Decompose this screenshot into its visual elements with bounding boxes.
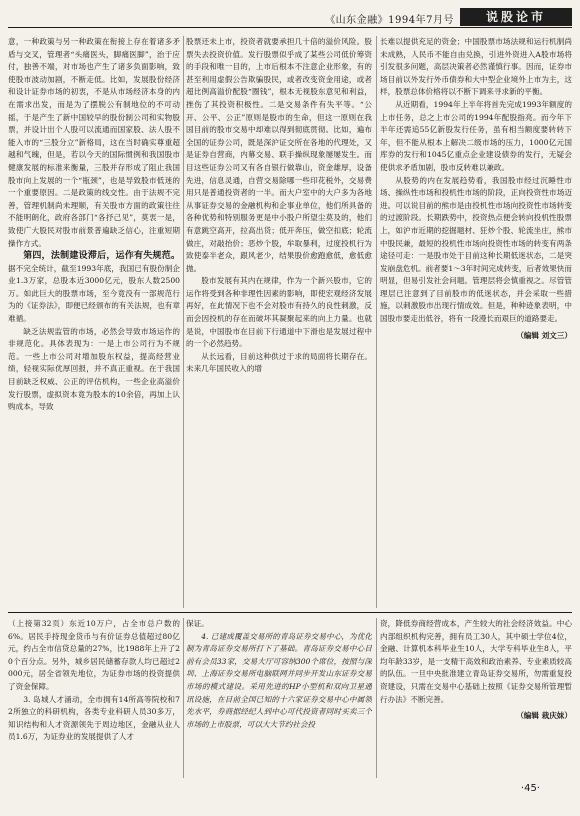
paragraph: 从近期看，1994年上半年将首先完成1993年额度的上市任务，总之上市公司的1994年配股指亮。而今年下半年还需追55亿新股发行任务，虽有相当额度要转转下年，但不能从根本上解决二级市场的压力，1000亿元国库券的发行和1045亿重点企业建设债券的发行，无疑会使供求矛盾加剧，股市反转难以兼政。 bbox=[380, 99, 572, 172]
paragraph-text: 据不完全统计，截至1993年底，我国已有股份制企业1.3万家，总股本近3000亿元，股东人数2500万。如此巨大的股票市场，至今竟没有一部规范行为的《证券法》，即便已经颁布的有关法规，也有章难循。 bbox=[8, 263, 180, 324]
column-rule bbox=[376, 618, 377, 778]
lower-column-3 bbox=[380, 618, 572, 778]
paragraph: 股市发展有其内在规律，作为一个新兴股市，它的运作将受到各种非理性因素的影响，即使宏观经济发展再好，在此情况下也不会对股市有持久的良性刺激，反而会因投机的存在而破坏其凝聚起来的向上力量。也就是说，中国股市在目前下行通道中下滑也是发展过程中的一个必然趋势。 bbox=[186, 276, 372, 349]
column-rule bbox=[376, 36, 377, 608]
editor-byline: （编辑 栽庆妹） bbox=[516, 711, 572, 721]
paragraph: 从股势的内在发展趋势看，我国股市经过沉睡性市场、操纵性市场和投机性市场的阶段，正向投资性市场迈进。可以说目前的熊市是由投机性市场向投资性市场转变的过渡阶段。长期跌势中，投资热点便会转向投机性股票上，如沪市近期的挖掘题材、狂炒个股、轮流坐庄，熊市中股民兼，最短的投机性市场向投资性市场的转变有两条途径可走：一是股市处于目前这种长期低迷状态，二是突发崩盘危机。前者要1～3年时间完成转变，后者效果快而明显，但易引发社会问题。管理层将会慎重视之。尽管管理层已注意到了目前股市的低迷状态，并会采取一些措施，以刺激股市出现行情成效。但是，种种迹象表明，中国股市要走出低谷，将有一段漫长而艰巨的道路要走。 bbox=[380, 175, 572, 324]
paragraph: 4. 已建成覆盖交易所的青岛证券交易中心，为优化制为青岛证券交易所打下了基础。青岛证券交易中心目前有会员33家，交易大厅可容纳300个席位，按照与深圳、上海证券交易所电脑联网并同步开发山东证券交易市场的模式建设。采用先进的HP小型机和双向卫星通讯设施，在目前全国已知的十六家证券交易中心中属领先水平，券商据经纪人到中心可代投资者同时买卖三个市场的上市股票，可以大大节约社会投 bbox=[186, 631, 372, 729]
paragraph: （上接第32页）东近10万户，占全市总户数的6%。居民手持现金货币与有价证券总值超过80亿元，约占全市信贷总量的27%，比1988年上升了20个百分点。另外，城乡居民储蓄存款人均已超过2000元，居全省领先地位，为证券市场的投资提供了资金保障。 bbox=[8, 619, 180, 691]
column-rule bbox=[183, 618, 184, 778]
upper-column-3 bbox=[380, 36, 572, 608]
lower-column-2 bbox=[186, 618, 372, 778]
paragraph: 资，降低券商经营成本，产生较大的社会经济效益。中心内部组织机构完善，拥有员工30人，其中硕士学位4位，金融、计算机本科毕业生10人，大学专科毕业生8人，平均年龄33岁，是一支精干高效和政治素养、专业素质较高的队伍。一旦中央批准建立青岛证券交易所，勿需重复投资建设，只需在交易中心基础上按照《证券交易所管理暂行办法》不断完善。 bbox=[380, 619, 572, 704]
journal-title: 《山东金融》1994年7月号 bbox=[325, 15, 454, 26]
header-rule bbox=[8, 27, 572, 28]
upper-column-1 bbox=[8, 36, 180, 608]
paragraph: 意，一种政策与另一种政策在衔接上存在着诸多矛盾与交叉，管理者“头痛医头，脚痛医脚”，治于应付，独善不端，对市场也产生了诸多负面影响，致使股市波动加剧，不断走低。比如，发展股份经济和设计证券市场的初衷，不是从市场经济本身的内在需求出发，而是为了摆脱公有制地位的不可动摇，于是产生了新中国较早的股份制公司和实物股票，并设计出个人股可以流通而国家股、法人股不能入市的“三股分立”新格局，这在当时确实尊重超越和气魄，但是，若以今天的国际惯例和我国股市健康发展的标准来衡量，三股并存形成了阻止我国股市向上发展的一个“瓶颈”，也是导致股市低迷的一个重要原因。二是政策的线交性。由于法规不完善，管理机制尚未理顺，有关股市方面的政策往往不能明朗化，政府各部门“各抒己见”，莫衷一是，致使广大股民对股市前景普遍缺乏信心，注重短期操作方式。 bbox=[8, 37, 180, 248]
paragraph: 缺乏法规监管的市场，必然会导致市场运作的非规范化。具体表现为：一是上市公司行为不规范。一些上市公司对增加股东权益，提高经营业绩，轻视实际优厚回报，并不真正重视。在于我国目前缺乏权威、公正的评估机构，一些企业高溢价发行股票，虚拟资本竟为股本的10余倍，再加上认购成本，导致 bbox=[8, 326, 180, 412]
paragraph bbox=[8, 250, 180, 326]
editor-byline: （编辑 刘文三） bbox=[516, 330, 572, 340]
upper-column-2 bbox=[186, 36, 372, 608]
paragraph: 3. 岛城人才涌动，全市拥有14所高等院校和72所独立的科研机构，各类专业科研人员30多万，知识结构和人才资源领先于周边地区，金融从业人员1.6万，为证券业的发展提供了人才 bbox=[8, 694, 180, 742]
paragraph: 保证。 bbox=[186, 619, 209, 628]
column-rule bbox=[183, 36, 184, 608]
section-heading: 第四，法制建设滞后，运作有失规范。 bbox=[23, 251, 180, 262]
paragraph: 长难以提供充足的资金；中国股票市场法规和运行机制尚未成熟，人民币不能自由兑换，引进外资进入A股市场将引发很多问题，高层决策者必然谨慎行事。因而，证券市场目前以外发行外币债券和大中型企业境外上市为主，这样，股票总体价格将以不断下调来寻求新的平衡。 bbox=[380, 37, 572, 97]
paragraph: 从长远看，目前这种供过于求的局面将长期存在。未来几年国民收入的增 bbox=[186, 351, 372, 374]
page-number: ·45· bbox=[520, 783, 540, 794]
page-header bbox=[8, 8, 572, 28]
section-divider bbox=[8, 612, 572, 613]
lower-column-1 bbox=[8, 618, 180, 778]
column-tag: 说股论市 bbox=[460, 8, 572, 26]
paragraph: 股票还未上市，投资者就要承担几十倍的溢价风险。股票失去投资价值。发行股票似乎成了某些公司低价筹资的手段和唯一目的，上市后根本不注意企业形象，有的甚至利用虚假公告欺骗股民，或者改变资金用途，或者超比例高溢价配股“圈钱”，根本无视股东意见和利益，挫伤了其投资积极性。二是交易条件有失平等。“公开、公平、公正”原则是股市的生命，但这一原则在我国目前的股市交易中却难以得到彻底贯彻。比如，遍布全国的证券公司，既是深沪证交所在各地的代理处，又是证券自营商，内幕交易、联手操纵现象屡屡发生。而目这些证券公司又有各自银行做靠山，资金雄厚，设备先进，信息灵通，自营交易除哪一些印花税外，交易费用只是普通投资者的一半。而大户室中的大户多为各地从事证券交易的金融机构和企事业单位，他们所具备的各种优势和特别服务更是中小股户所望尘莫及的，他们有意跳空高开，拉高出货；低开奔压，做空扣底；轮流做庄，对敲抬价；恶炒个股，牟取暴利，过度投机行为致使泰半老众，跟风老少，结果股价愈跑愈低，愈低愈抛。 bbox=[186, 37, 372, 273]
